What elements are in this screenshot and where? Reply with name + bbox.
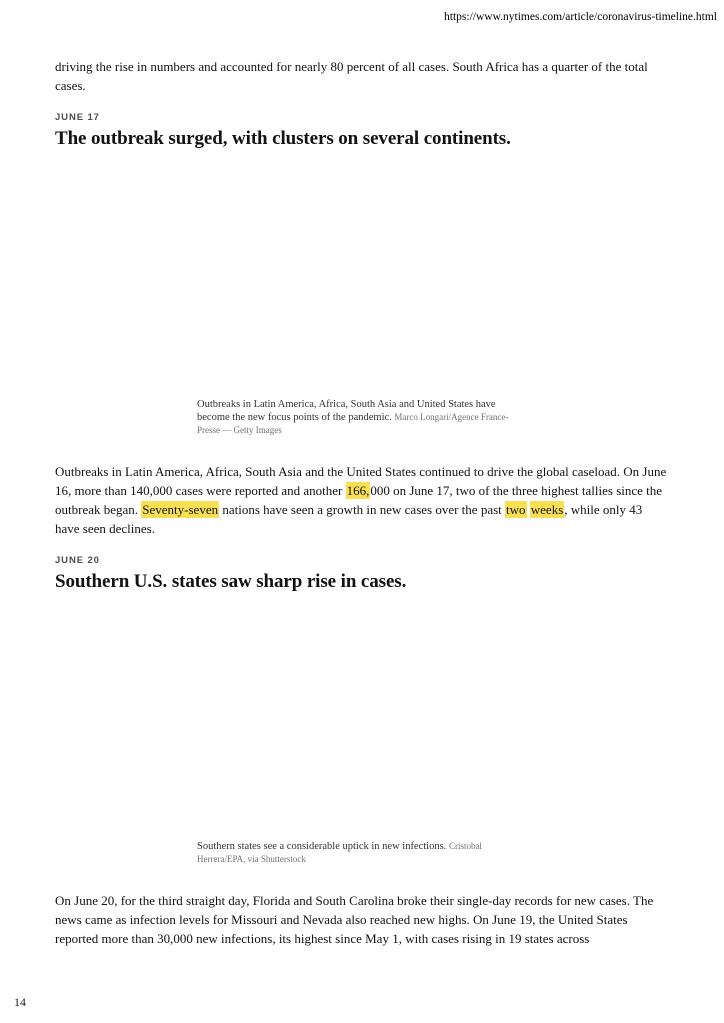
intro-paragraph: driving the rise in numbers and accounted for nearly 80 percent of all cases. South Africa has a quarter of the total cases. [55,59,648,93]
section-headline: The outbreak surged, with clusters on several continents. [55,128,511,149]
text-segment: Outbreaks in Latin America, Africa, South Asia and the United States continued to drive the global caseload. On June 16, more than 140,000 cases were reported and another [55,464,667,498]
highlighted-text: two [506,502,526,517]
highlighted-text: 166, [346,483,370,498]
article-image-placeholder [55,150,669,398]
text-segment: , while only 43 have seen declines. [55,502,643,536]
page-number: 14 [14,995,26,1009]
print-url-header: https://www.nytimes.com/article/coronavirus-timeline.html [444,11,717,23]
article-content [55,0,669,948]
section-headline: Southern U.S. states saw sharp rise in cases. [55,571,407,592]
section-paragraph [55,462,669,538]
text-segment: nations have seen a growth in new cases over the past [219,502,506,517]
date-label-june-17: JUNE 17 [55,112,100,123]
photo-credit: Cristobal Herrera/EPA, via Shutterstock [197,841,482,864]
section-june-20 [55,555,669,948]
photo-credit: Marco Longari/Agence France-Presse — Getty Images [197,412,509,435]
section-paragraph: On June 20, for the third straight day, Florida and South Carolina broke their single-day records for new cases. The news came as infection levels for Missouri and Nevada also reached new highs. On June 19, the United States reported more than 30,000 new infections, its highest since May 1, with cases rising in 19 states across [55,893,654,946]
image-caption [197,840,529,866]
section-june-17 [55,112,669,538]
article-image-placeholder [55,593,669,840]
caption-text: Outbreaks in Latin America, Africa, South Asia and United States have become the new focus points of the pandemic. [197,399,496,423]
highlighted-text: weeks [530,502,564,517]
caption-text: Southern states see a considerable uptick in new infections. [197,841,447,852]
image-caption [197,398,529,437]
text-segment: 000 on June 17, two of the three highest tallies since the outbreak began. [55,483,663,517]
date-label-june-20: JUNE 20 [55,555,100,566]
highlighted-text: Seventy-seven [142,502,219,517]
